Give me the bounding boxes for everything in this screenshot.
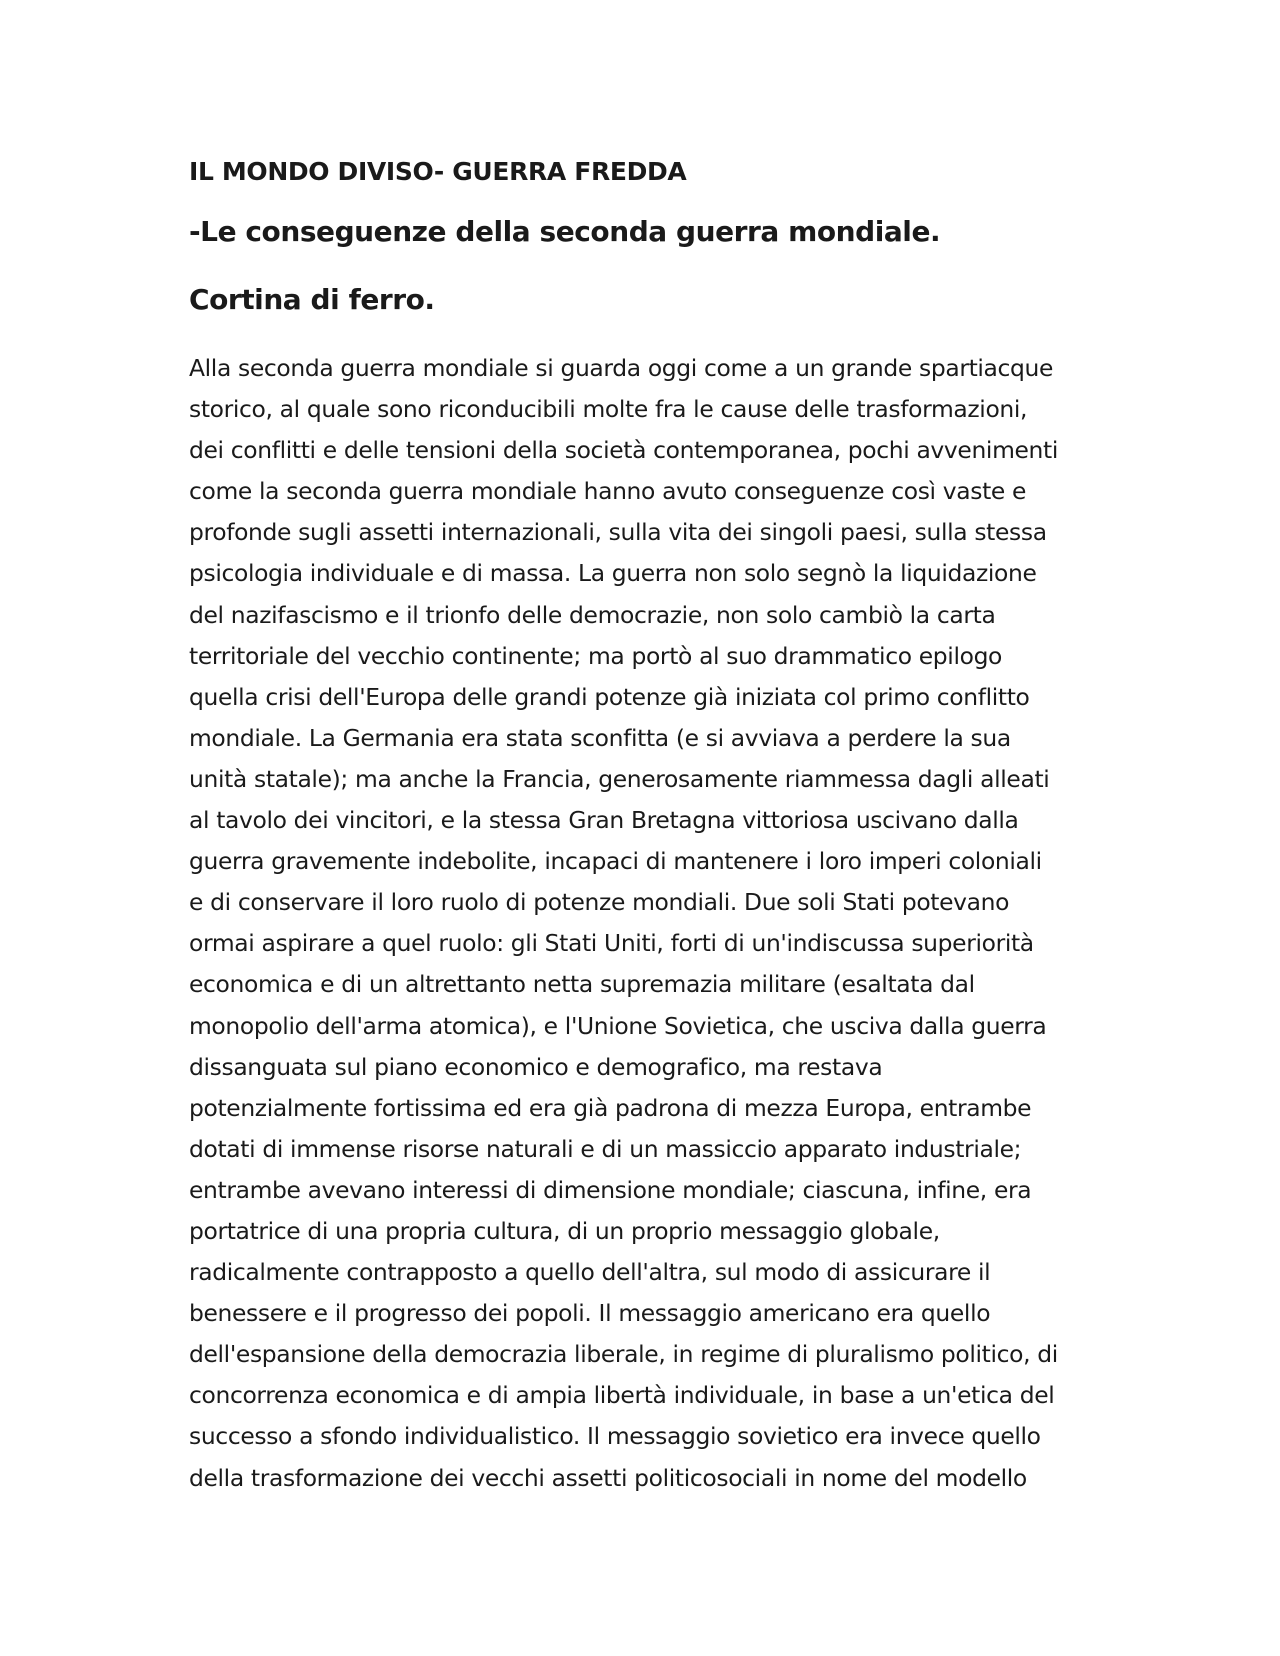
paragraph-line: storico, al quale sono riconducibili molte fra le cause delle trasformazioni,	[189, 395, 1028, 424]
paragraph-line: unità statale); ma anche la Francia, generosamente riammessa dagli alleati	[189, 764, 1050, 793]
paragraph-line: radicalmente contrapposto a quello dell'altra, sul modo di assicurare il	[189, 1258, 991, 1287]
paragraph-line: monopolio dell'arma atomica), e l'Unione Sovietica, che usciva dalla guerra	[189, 1011, 1047, 1040]
paragraph-line: entrambe avevano interessi di dimensione mondiale; ciascuna, infine, era	[189, 1175, 1032, 1204]
paragraph-line: successo a sfondo individualistico. Il messaggio sovietico era invece quello	[189, 1422, 1041, 1451]
paragraph-line: dell'espansione della democrazia liberale, in regime di pluralismo politico, di	[189, 1340, 1058, 1369]
paragraph-line: come la seconda guerra mondiale hanno avuto conseguenze così vaste e	[189, 477, 1027, 506]
paragraph-line: Alla seconda guerra mondiale si guarda oggi come a un grande spartiacque	[189, 354, 1054, 382]
paragraph-line: potenzialmente fortissima ed era già padrona di mezza Europa, entrambe	[189, 1093, 1032, 1122]
paragraph-line: dei conflitti e delle tensioni della società contemporanea, pochi avvenimenti	[189, 436, 1058, 465]
paragraph-line: mondiale. La Germania era stata sconfitta (e si avviava a perdere la sua	[189, 723, 1011, 752]
paragraph-line: dissanguata sul piano economico e demografico, ma restava	[189, 1052, 883, 1081]
document-subtitle: -Le conseguenze della seconda guerra mondiale.	[189, 215, 941, 248]
paragraph-line: economica e di un altrettanto netta supremazia militare (esaltata dal	[189, 970, 975, 999]
paragraph-line: portatrice di una propria cultura, di un proprio messaggio globale,	[189, 1216, 940, 1245]
paragraph-line: ormai aspirare a quel ruolo: gli Stati Uniti, forti di un'indiscussa superiorità	[189, 929, 1034, 958]
paragraph-line: profonde sugli assetti internazionali, sulla vita dei singoli paesi, sulla stessa	[189, 518, 1047, 547]
paragraph-line: concorrenza economica e di ampia libertà individuale, in base a un'etica del	[189, 1381, 1055, 1410]
document-content	[189, 154, 1101, 1499]
body-paragraph	[189, 348, 1101, 1499]
paragraph-line: guerra gravemente indebolite, incapaci di mantenere i loro imperi coloniali	[189, 847, 1042, 876]
paragraph-line: psicologia individuale e di massa. La guerra non solo segnò la liquidazione	[189, 559, 1037, 588]
paragraph-line: della trasformazione dei vecchi assetti politicosociali in nome del modello	[189, 1463, 1027, 1492]
paragraph-line: dotati di immense risorse naturali e di un massiccio apparato industriale;	[189, 1134, 1022, 1163]
paragraph-line: e di conservare il loro ruolo di potenze mondiali. Due soli Stati potevano	[189, 888, 1010, 917]
paragraph-line: territoriale del vecchio continente; ma portò al suo drammatico epilogo	[189, 641, 1003, 670]
section-heading: Cortina di ferro.	[189, 283, 435, 316]
paragraph-line: del nazifascismo e il trionfo delle democrazie, non solo cambiò la carta	[189, 600, 996, 629]
paragraph-line: benessere e il progresso dei popoli. Il messaggio americano era quello	[189, 1299, 991, 1328]
document-title: IL MONDO DIVISO- GUERRA FREDDA	[189, 157, 687, 186]
paragraph-line: quella crisi dell'Europa delle grandi potenze già iniziata col primo conflitto	[189, 682, 1030, 711]
paragraph-line: al tavolo dei vincitori, e la stessa Gran Bretagna vittoriosa uscivano dalla	[189, 806, 1019, 835]
